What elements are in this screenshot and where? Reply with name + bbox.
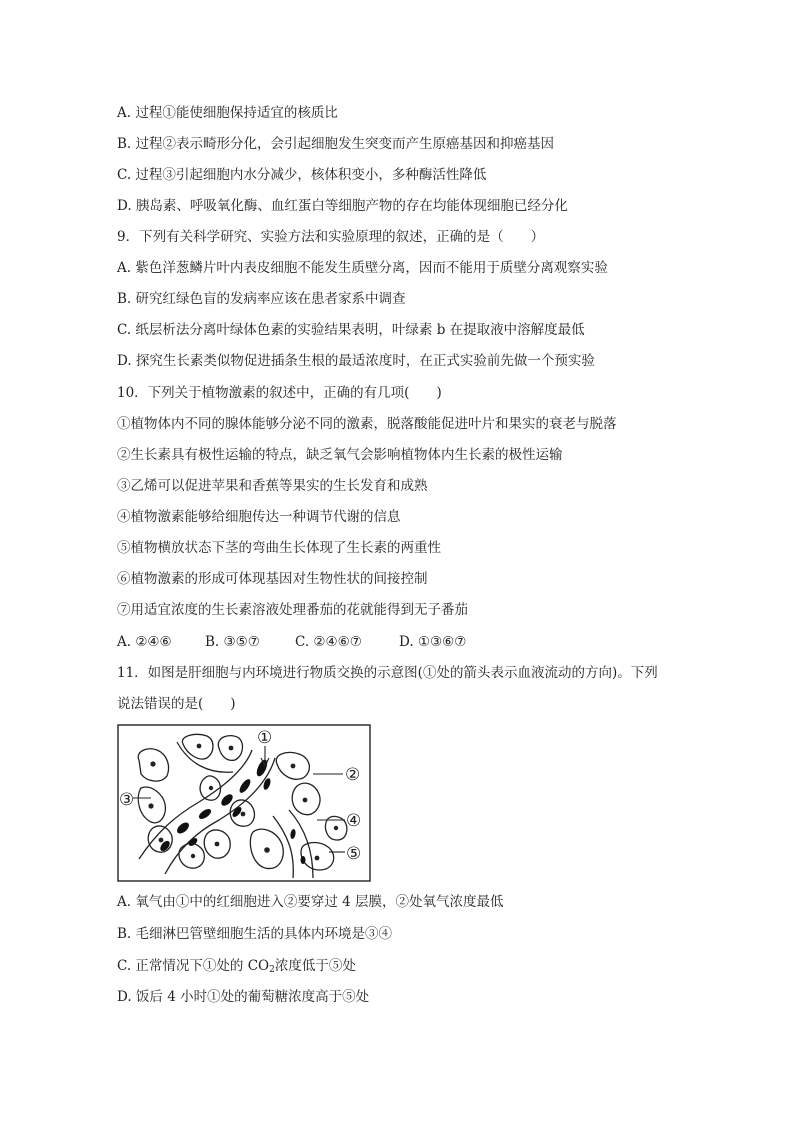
q8-option-a: A. 过程①能使细胞保持适宜的核质比 — [117, 105, 338, 121]
q11-option-a: A. 氧气由①中的红细胞进入②要穿过 4 层膜，②处氧气浓度最低 — [117, 894, 504, 910]
q10-statement-6: ⑥植物激素的形成可体现基因对生物性状的间接控制 — [117, 571, 428, 587]
q9-option-c: C. 纸层析法分离叶绿体色素的实验结果表明，叶绿素 b 在提取液中溶解度最低 — [117, 322, 585, 338]
label-2: ② — [345, 765, 361, 785]
q11-stem-line1: 11．如图是肝细胞与内环境进行物质交换的示意图(①处的箭头表示血液流动的方向)。下列 — [117, 665, 658, 681]
q9-stem: 9．下列有关科学研究、实验方法和实验原理的叙述，正确的是（ ） — [117, 229, 545, 245]
q11-stem-line2: 说法错误的是( ) — [117, 696, 236, 712]
label-4: ④ — [346, 811, 362, 831]
q10-statement-1: ①植物体内不同的腺体能够分泌不同的激素，脱落酸能促进叶片和果实的衰老与脱落 — [117, 416, 617, 432]
label-3: ③ — [119, 790, 135, 810]
q10-stem: 10．下列关于植物激素的叙述中，正确的有几项( ) — [117, 385, 442, 401]
q11-option-d: D. 饭后 4 小时①处的葡萄糖浓度高于⑤处 — [117, 989, 370, 1005]
q10-option-b: B. ③⑤⑦ — [205, 634, 260, 650]
q11-option-c — [117, 957, 356, 979]
q10-statement-4: ④植物激素能够给细胞传达一种调节代谢的信息 — [117, 509, 401, 525]
q10-option-a: A. ②④⑥ — [117, 634, 172, 650]
q11-option-c-post: 浓度低于⑤处 — [274, 958, 356, 974]
q8-option-b: B. 过程②表示畸形分化，会引起细胞发生突变而产生原癌基因和抑癌基因 — [117, 136, 555, 152]
q10-options — [117, 633, 466, 651]
q10-statement-5: ⑤植物横放状态下茎的弯曲生长体现了生长素的两重性 — [117, 540, 441, 556]
q10-statement-3: ③乙烯可以促进苹果和香蕉等果实的生长发育和成熟 — [117, 478, 428, 494]
label-1: ① — [257, 728, 273, 748]
q11-option-c-sub: 2 — [269, 965, 275, 975]
q11-option-b: B. 毛细淋巴管壁细胞生活的具体内环境是③④ — [117, 926, 393, 942]
q9-option-b: B. 研究红绿色盲的发病率应该在患者家系中调查 — [117, 291, 406, 307]
q9-option-a: A. 紫色洋葱鳞片叶内表皮细胞不能发生质壁分离，因而不能用于质壁分离观察实验 — [117, 260, 608, 276]
q10-statement-7: ⑦用适宜浓度的生长素溶液处理番茄的花就能得到无子番茄 — [117, 602, 468, 618]
q9-option-d: D. 探究生长素类似物促进插条生根的最适浓度时，在正式实验前先做一个预实验 — [117, 353, 595, 369]
q8-option-d: D. 胰岛素、呼吸氧化酶、血红蛋白等细胞产物的存在均能体现细胞已经分化 — [117, 198, 568, 214]
q11-option-c-pre: C. 正常情况下①处的 CO — [117, 958, 270, 974]
q10-option-c: C. ②④⑥⑦ — [295, 634, 362, 650]
q10-statement-2: ②生长素具有极性运输的特点，缺乏氧气会影响植物体内生长素的极性运输 — [117, 447, 563, 463]
q8-option-c: C. 过程③引起细胞内水分减少，核体积变小，多种酶活性降低 — [117, 167, 487, 183]
label-5: ⑤ — [346, 844, 362, 864]
q10-option-d: D. ①③⑥⑦ — [399, 634, 467, 650]
liver-cell-diagram — [117, 724, 371, 882]
